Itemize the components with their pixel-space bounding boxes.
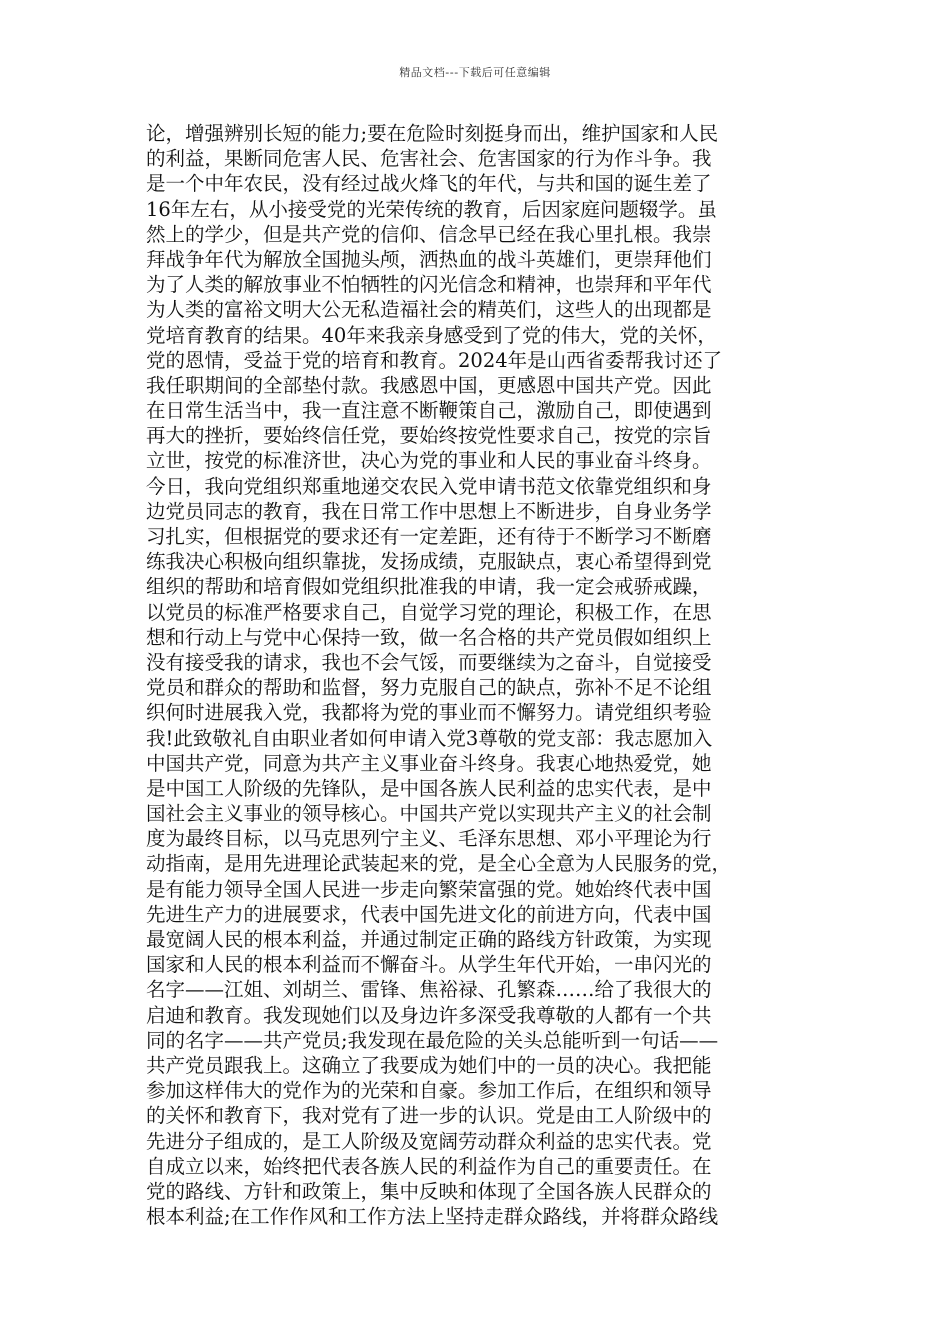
text-line: 是一个中年农民，没有经过战火烽飞的年代，与共和国的诞生差了 [146,172,712,196]
text-line: 我!此致敬礼自由职业者如何申请入党3尊敬的党支部：我志愿加入 [146,726,713,750]
text-line: 16年左右，从小接受党的光荣传统的教育，后因家庭问题辍学。虽 [146,197,717,221]
text-line: 党的恩情，受益于党的培育和教育。2024年是山西省委帮我讨还了 [146,348,723,372]
text-line: 练我决心积极向组织靠拢，发扬成绩，克服缺点，衷心希望得到党 [146,550,712,574]
text-line: 以党员的标准严格要求自己，自觉学习党的理论，积极工作，在思 [146,600,712,624]
text-line: 习扎实，但根据党的要求还有一定差距，还有待于不断学习不断磨 [146,525,712,548]
text-line: 为人类的富裕文明大公无私造福社会的精英们，这些人的出现都是 [146,298,712,322]
text-line: 是中国工人阶级的先锋队，是中国各族人民利益的忠实代表，是中 [146,776,712,800]
text-line: 我任职期间的全部垫付款。我感恩中国，更感恩中国共产党。因此 [146,373,712,397]
text-line: 在日常生活当中，我一直注意不断鞭策自己，激励自己，即使遇到 [146,399,712,423]
text-line: 国家和人民的根本利益而不懈奋斗。从学生年代开始，一串闪光的 [146,953,712,977]
text-line: 立世，按党的标准济世，决心为党的事业和人民的事业奋斗终身。 [146,449,712,473]
text-line: 根本利益;在工作作风和工作方法上坚持走群众路线，并将群众路线 [146,1205,719,1229]
text-line: 党员和群众的帮助和监督，努力克服自己的缺点，弥补不足不论组 [146,676,712,700]
text-line: 最宽阔人民的根本利益，并通过制定正确的路线方针政策，为实现 [146,928,712,951]
text-line: 的关怀和教育下，我对党有了进一步的认识。党是由工人阶级中的 [146,1104,712,1128]
text-line: 想和行动上与党中心保持一致，做一名合格的共产党员假如组织上 [146,625,712,649]
page-header: 精品文档---下载后可任意编辑 [399,66,551,79]
text-line: 然上的学少，但是共产党的信仰、信念早已经在我心里扎根。我崇 [146,222,712,246]
text-line: 名字——江姐、刘胡兰、雷锋、焦裕禄、孔繁森……给了我很大的 [146,978,712,1002]
text-line: 为了人类的解放事业不怕牺牲的闪光信念和精神，也崇拜和平年代 [146,273,712,297]
text-line: 没有接受我的请求，我也不会气馁，而要继续为之奋斗，自觉接受 [146,650,712,674]
text-line: 同的名字——共产党员;我发现在最危险的关头总能听到一句话—— [146,1028,719,1052]
text-line: 先进生产力的进展要求，代表中国先进文化的前进方向，代表中国 [146,902,712,926]
text-line: 拜战争年代为解放全国抛头颅，洒热血的战斗英雄们，更崇拜他们 [146,247,712,271]
body-text [146,121,810,1229]
text-line: 自成立以来，始终把代表各族人民的利益作为自己的重要责任。在 [146,1154,712,1178]
text-line: 共产党员跟我上。这确立了我要成为她们中的一员的决心。我把能 [146,1053,712,1077]
text-line: 组织的帮助和培育假如党组织批准我的申请，我一定会戒骄戒躁， [146,575,712,599]
text-line: 先进分子组成的，是工人阶级及宽阔劳动群众利益的忠实代表。党 [146,1129,712,1153]
text-line: 国社会主义事业的领导核心。中国共产党以实现共产主义的社会制 [146,802,712,826]
text-line: 度为最终目标，以马克思列宁主义、毛泽东思想、邓小平理论为行 [146,827,712,851]
text-line: 是有能力领导全国人民进一步走向繁荣富强的党。她始终代表中国 [146,877,712,901]
text-line: 党培育教育的结果。40年来我亲身感受到了党的伟大，党的关怀， [146,323,717,347]
text-line: 启迪和教育。我发现她们以及身边许多深受我尊敬的人都有一个共 [146,1003,712,1027]
text-line: 的利益，果断同危害人民、危害社会、危害国家的行为作斗争。我 [146,147,712,171]
text-line: 边党员同志的教育，我在日常工作中思想上不断进步，自身业务学 [146,499,712,523]
text-line: 今日，我向党组织郑重地递交农民入党申请书范文依靠党组织和身 [146,474,712,498]
text-line: 动指南，是用先进理论武装起来的党，是全心全意为人民服务的党， [146,852,732,876]
text-line: 中国共产党，同意为共产主义事业奋斗终身。我衷心地热爱党，她 [146,751,712,775]
text-line: 党的路线、方针和政策上，集中反映和体现了全国各族人民群众的 [146,1179,712,1203]
text-line: 论，增强辨别长短的能力;要在危险时刻挺身而出，维护国家和人民 [146,122,719,145]
text-line: 再大的挫折，要始终信任党，要始终按党性要求自己，按党的宗旨 [146,424,712,448]
text-line: 参加这样伟大的党作为的光荣和自豪。参加工作后，在组织和领导 [146,1079,712,1103]
text-line: 织何时进展我入党，我都将为党的事业而不懈努力。请党组织考验 [146,701,712,725]
